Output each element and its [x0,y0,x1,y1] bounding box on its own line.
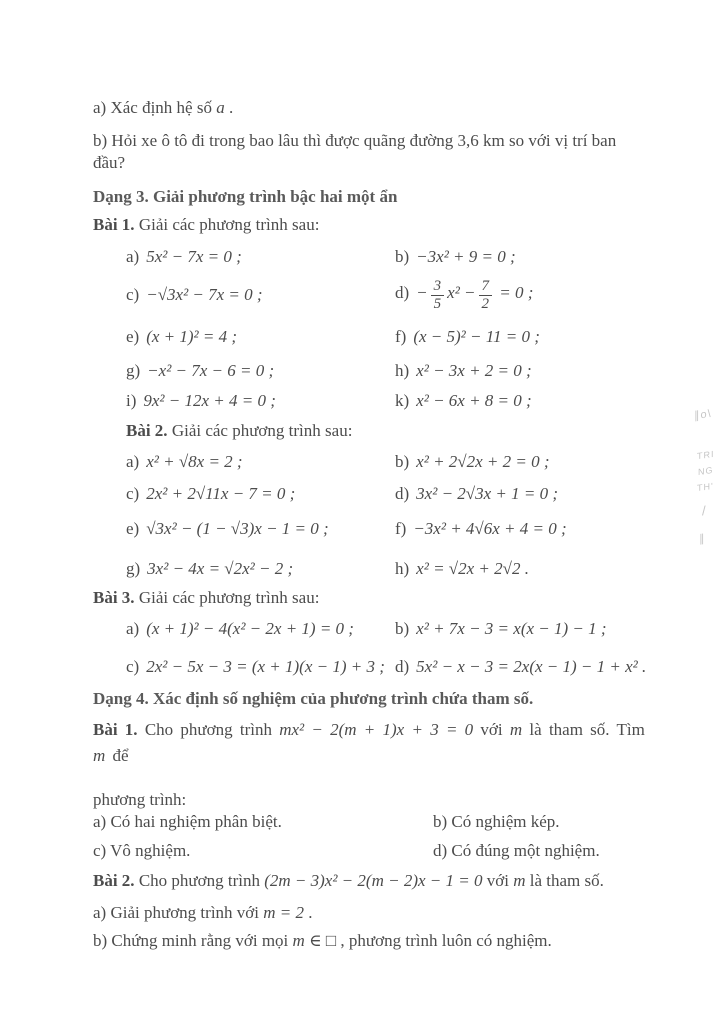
equation-expression: x² + 7x − 3 = x(x − 1) − 1 ; [416,619,607,638]
dang3-heading: Dạng 3. Giải phương trình bậc hai một ẩn [93,187,398,206]
dang4-heading: Dạng 4. Xác định số nghiệm của phương trình chứa tham số. [93,689,534,708]
equation-expression: (x − 5)² − 11 = 0 ; [413,327,540,346]
fraction [479,278,493,312]
equation-item [395,390,650,412]
equation-expression: √3x² − (1 − √3)x − 1 = 0 ; [146,519,329,538]
bai1-eq-row-4 [93,360,650,382]
bai-label: Bài 2. [93,871,135,890]
equation-item [395,557,650,581]
equation-label: f) [395,327,407,346]
equation-label: c) [126,285,140,304]
dang4-bai2-part-a [93,901,650,925]
equation-item [93,360,395,382]
equation-label: b) [395,452,410,471]
equation-item [93,482,395,506]
equation-label: k) [395,391,410,410]
statement-text: để [112,746,129,765]
parameter-variable: m [513,871,526,890]
statement-text: là tham số. [529,871,604,890]
fraction-denominator: 2 [481,295,490,312]
equation-label: a) [126,247,140,266]
equation-label: g) [126,361,141,380]
parameter-variable: m [509,720,523,739]
watermark-fragment: TRI [697,448,715,462]
bai-title-text: Giải các phương trình sau: [138,215,320,234]
equation-label: c) [126,657,140,676]
bai-title-text: Giải các phương trình sau: [138,588,320,607]
fraction-numerator: 7 [479,278,493,296]
equation-item [93,557,395,581]
intro-line-b: b) Hỏi xe ô tô đi trong bao lâu thì được quãng đường 3,6 km so với vị trí ban đầu? [93,131,617,172]
part-math: m = 2 [263,903,304,922]
bai2-eq-row-3 [93,515,650,543]
bai3-eq-row-2 [93,654,650,680]
equation-label: a) [126,619,140,638]
intro-line-a [93,97,650,119]
fraction-denominator: 5 [433,295,442,312]
watermark-fragment: ∥o\ [694,407,712,423]
dang3-bai2-title [93,420,650,442]
equation-expression: (x + 1)² = 4 ; [146,327,238,346]
dang4-bai1-options-row-2 [93,840,650,862]
equation-label: d) [395,484,410,503]
statement-text: là tham số. Tìm [529,720,645,739]
part-text: , phương trình luôn có nghiệm. [340,931,552,950]
equation-expression: x² − 6x + 8 = 0 ; [416,391,532,410]
equation-expression: 5x² − 7x = 0 ; [146,247,242,266]
dang4-bai1-options-row-1 [93,811,650,833]
worksheet-content [93,97,650,953]
equation-expression: −3x² + 9 = 0 ; [416,247,516,266]
equation-expression: x² − 3x + 2 = 0 ; [416,361,532,380]
equation-item [395,654,650,680]
bai1-eq-row-1 [93,245,650,269]
equation-item [93,616,395,642]
statement-equation: mx² − 2(m + 1)x + 3 = 0 [279,720,474,739]
intro-a-period: . [228,98,234,117]
bai2-eq-row-1 [93,450,650,474]
watermark-fragment: / [702,502,707,519]
equation-expression: −3x² + 4√6x + 4 = 0 ; [413,519,567,538]
equation-label: d) [395,657,410,676]
bai-label: Bài 1. [93,720,138,739]
bai-label: Bài 3. [93,588,135,607]
statement-text: Cho phương trình [144,720,272,739]
equation-label: d) [395,283,410,303]
equation-item [93,390,395,412]
equation-expression [416,278,534,312]
equation-expression: −√3x² − 7x = 0 ; [146,285,263,304]
equation-item [93,285,395,305]
equation-item [395,482,650,506]
equation-expression: 9x² − 12x + 4 = 0 ; [143,391,276,410]
bai1-eq-row-3 [93,324,650,350]
equation-label: e) [126,519,140,538]
option-item: a) Có hai nghiệm phân biệt. [93,812,282,831]
equation-item [395,360,650,382]
bai-label: Bài 2. [126,421,168,440]
equation-expression: 2x² + 2√11x − 7 = 0 ; [146,484,296,503]
statement-text: với [486,871,509,890]
dang4-bai1-statement [93,717,650,769]
intro-a-variable: a [216,98,225,117]
option-item: c) Vô nghiệm. [93,841,191,860]
equation-item [93,324,395,350]
equation-expression: x² = √2x + 2√2 . [416,559,529,578]
equation-label: b) [395,619,410,638]
statement-equation: (2m − 3)x² − 2(m − 2)x − 1 = 0 [264,871,483,890]
equation-label: h) [395,559,410,578]
equation-tail: = 0 ; [499,283,534,303]
watermark-fragment: NG [698,464,714,478]
equation-label: a) [126,452,140,471]
fraction [431,278,445,312]
bai-label: Bài 1. [93,215,135,234]
equation-expression: −x² − 7x − 6 = 0 ; [147,361,275,380]
bai-title-text: Giải các phương trình sau: [171,421,353,440]
equation-item [395,450,650,474]
equation-expression: 5x² − x − 3 = 2x(x − 1) − 1 + x² . [416,657,647,676]
part-text: . [308,903,313,922]
option-item: b) Có nghiệm kép. [433,812,560,831]
bai2-eq-row-4 [93,557,650,581]
equation-item [395,515,650,543]
equation-label: f) [395,519,407,538]
equation-expression: (x + 1)² − 4(x² − 2x + 1) = 0 ; [146,619,354,638]
equation-expression: x² + √8x = 2 ; [146,452,243,471]
equation-item [395,616,650,642]
equation-middle: x² − [447,283,476,303]
equation-item [93,515,395,543]
equation-label: b) [395,247,410,266]
dang3-bai1-title [93,214,650,236]
equation-expression: x² + 2√2x + 2 = 0 ; [416,452,550,471]
bai3-eq-row-1 [93,616,650,642]
option-item: d) Có đúng một nghiệm. [433,841,600,860]
bai1-eq-row-5 [93,390,650,412]
part-text: b) Chứng minh rằng với mọi [93,931,289,950]
equation-item [93,450,395,474]
dang3-bai3-title [93,587,650,609]
equation-label: i) [126,391,137,410]
parameter-variable: m [93,746,106,765]
bai1-eq-row-2 [93,274,650,316]
part-math: m ∈ □ [292,931,337,950]
watermark-fragment: TH' [697,480,714,494]
equation-label: e) [126,327,140,346]
part-text: a) Giải phương trình với [93,903,259,922]
bai2-eq-row-2 [93,482,650,506]
dang4-bai2-statement [93,868,650,894]
equation-item [395,245,650,269]
dang4-bai1-statement-line2: phương trình: [93,790,187,809]
equation-label: c) [126,484,140,503]
equation-expression: 2x² − 5x − 3 = (x + 1)(x − 1) + 3 ; [146,657,385,676]
equation-label: g) [126,559,141,578]
equation-item [93,654,395,680]
equation-item [395,278,650,312]
equation-expression: 3x² − 4x = √2x² − 2 ; [147,559,294,578]
equation-item [93,245,395,269]
statement-text: với [480,720,503,739]
equation-expression: 3x² − 2√3x + 1 = 0 ; [416,484,559,503]
fraction-numerator: 3 [431,278,445,296]
dang4-bai2-part-b [93,929,650,953]
equation-item [395,324,650,350]
watermark-fragment: ∥ [699,532,706,546]
equation-label: h) [395,361,410,380]
intro-a-text: a) Xác định hệ số [93,98,212,117]
minus-sign: − [416,283,428,303]
statement-text: Cho phương trình [138,871,260,890]
